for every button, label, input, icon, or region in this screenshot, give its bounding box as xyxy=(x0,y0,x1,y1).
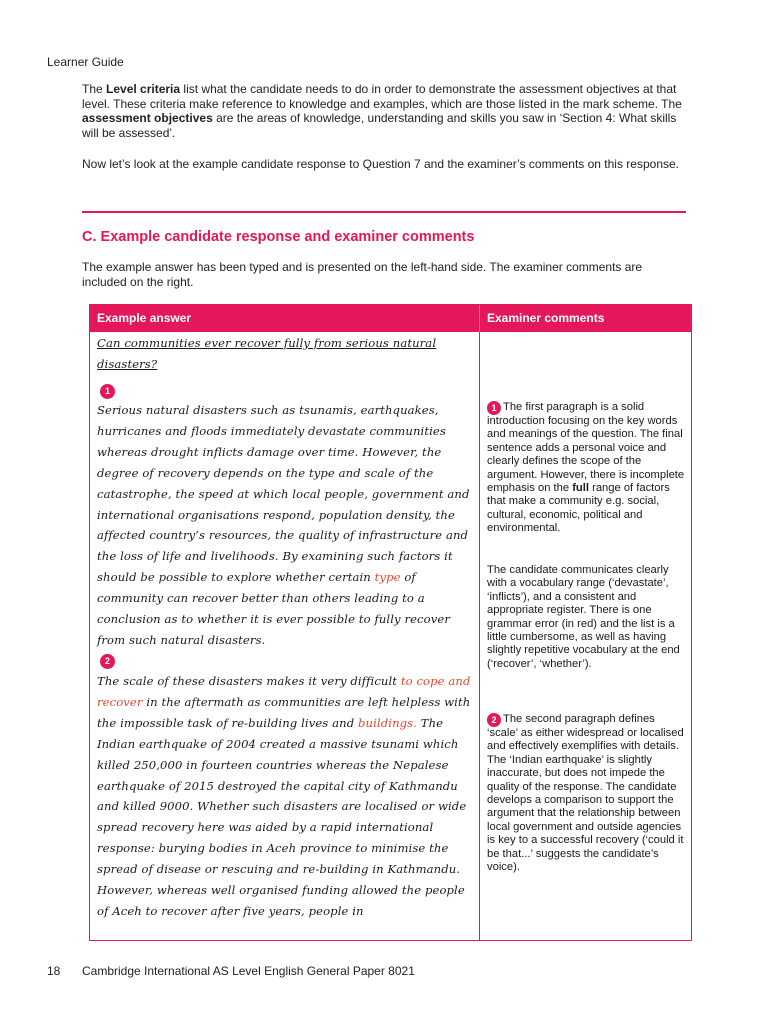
header-divider xyxy=(479,305,480,332)
term-assessment-objectives: assessment objectives xyxy=(82,111,213,125)
answer-paragraph-1: Serious natural disasters such as tsunamis, earthquakes, hurricanes and floods immediately devastate communities whereas drought inflicts damage over time. However, the degree of recovery depends on the type and scale of the catastrophe, the speed at which local people, government and international organisations respond, population density, the affected country’s resources, the quality of infrastructure and the loss of life and livelihoods. By examining such factors it should be possible to explore whether certain type of community can recover better than others leading to a conclusion as to whether it is ever possible to fully recover from such natural disasters. xyxy=(97,403,470,647)
section-divider xyxy=(82,211,686,213)
paragraph-marker-1: 1 xyxy=(100,384,115,399)
examiner-comment-1: 1 The first paragraph is a solid introduction focusing on the key words and meanings of the question. The final sentence adds a personal voice and clearly defines the scope of the argument. However, there is incomplete emphasis on the full range of factors that make a community e.g. social, cultural, economic, political and environmental. xyxy=(487,401,685,535)
term-level-criteria: Level criteria xyxy=(106,82,181,96)
intro-paragraph-2: Now let’s look at the example candidate response to Question 7 and the examiner’s comments on this response. xyxy=(82,157,680,171)
column-divider xyxy=(479,332,480,940)
comment-marker-2: 2 xyxy=(487,713,501,727)
section-title: C. Example candidate response and examiner comments xyxy=(82,229,475,245)
repetition-highlight: buildings. xyxy=(358,715,417,730)
error-highlight: type xyxy=(374,570,401,585)
answer-comments-table xyxy=(89,304,692,941)
repetition-highlight: to cope and recover xyxy=(97,674,471,709)
comment-marker-1: 1 xyxy=(487,401,501,415)
examiner-comment-2: The candidate communicates clearly with a vocabulary range (‘devastate’, ‘inflicts’), and a consistent and appropriate register. There is one grammar error (in red) and the list is a little cumbersome, as well as having slightly repetitive vocabulary at the end (‘recover’, ‘whether’). xyxy=(487,564,680,670)
footer-title: Cambridge International AS Level English General Paper 8021 xyxy=(82,964,415,978)
column-header-examiner-comments: Examiner comments xyxy=(487,311,605,325)
column-header-example-answer: Example answer xyxy=(97,311,192,325)
answer-paragraph-2: The scale of these disasters makes it very difficult to cope and recover in the aftermath as communities are left helpless with the impossible task of re-building lives and buildings. The Indian earthquake of 2004 created a massive tsunami which killed 250,000 in fourteen countries whereas the Nepalese earthquake of 2015 destroyed the capital city of Kathmandu and killed 9000. Whether such disasters are localised or wide spread recovery here was aided by a rapid international response: burying bodies in Aceh province to minimise the spread of disease or rescuing and re-building in Kathmandu. However, whereas well organised funding allowed the people of Aceh to recover after five years, people in xyxy=(97,674,471,918)
examiner-comment-3: 2 The second paragraph defines ‘scale’ as either widespread or localised and effectively exemplifies with details. The ‘Indian earthquake’ is slightly inaccurate, but does not impede the quality of the response. The candidate develops a comparison to support the argument that the relationship between local government and outside agencies is key to a successful recovery (‘could it be that...’ suggests the candidate’s voice). xyxy=(487,713,684,874)
intro-paragraph-1: The Level criteria list what the candidate needs to do in order to demonstrate the assessment objectives at that level. These criteria make reference to knowledge and examples, which are those listed in the mark scheme. The assessment objectives are the areas of knowledge, understanding and skills you saw in ‘Section 4: What skills will be assessed’. xyxy=(82,82,682,140)
paragraph-marker-2: 2 xyxy=(100,654,115,669)
page-number: 18 xyxy=(47,964,61,978)
question-title: Can communities ever recover fully from serious natural disasters? xyxy=(97,336,437,371)
section-intro: The example answer has been typed and is presented on the left-hand side. The examiner comments are included on the right. xyxy=(82,260,643,289)
table-header xyxy=(90,305,691,332)
running-header: Learner Guide xyxy=(47,55,124,69)
